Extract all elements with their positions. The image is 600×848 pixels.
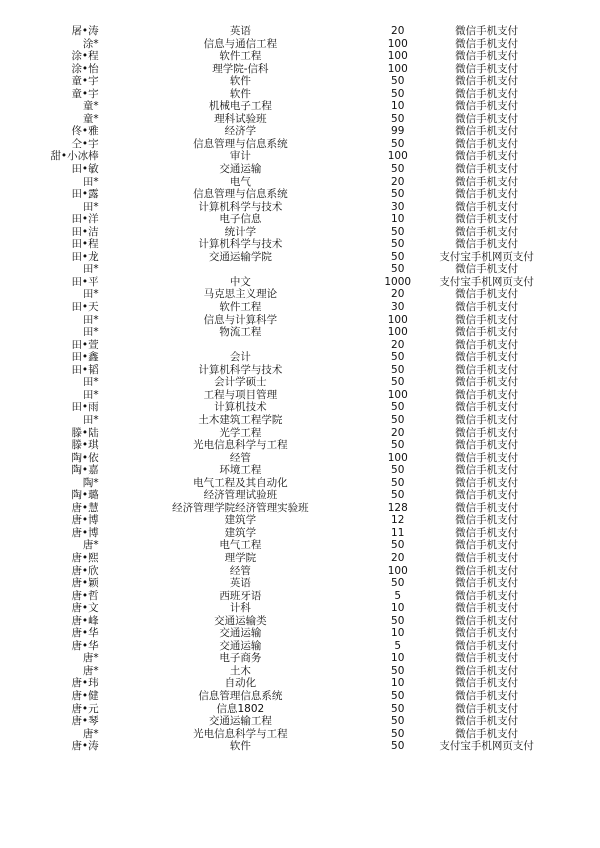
table-row — [40, 577, 560, 590]
donor-name: 田•露 — [71, 188, 99, 201]
table-row — [40, 188, 560, 201]
payment-method: 微信手机支付 — [455, 25, 519, 37]
payment-method: 微信手机支付 — [455, 602, 519, 615]
payment-method: 微信手机支付 — [455, 112, 519, 125]
donor-major: 工程与项目管理 — [203, 388, 278, 401]
payment-method: 支付宝手机网页支付 — [439, 275, 534, 288]
donor-major: 自动化 — [224, 677, 257, 690]
donor-name: 田•洋 — [71, 213, 99, 226]
donation-amount: 100 — [387, 326, 408, 339]
table-row — [40, 427, 560, 440]
payment-method: 微信手机支付 — [455, 62, 519, 75]
payment-method: 微信手机支付 — [455, 413, 519, 426]
donation-amount: 50 — [391, 188, 405, 201]
donor-name: 陶•依 — [71, 451, 99, 464]
donor-name: 田•洁 — [71, 225, 99, 238]
donation-amount: 10 — [391, 627, 405, 640]
payment-method: 微信手机支付 — [455, 501, 519, 514]
table-row — [40, 728, 560, 741]
donation-amount: 50 — [391, 363, 405, 376]
donor-name: 陶* — [82, 476, 99, 489]
donation-amount: 50 — [391, 351, 405, 364]
payment-method: 微信手机支付 — [455, 363, 519, 376]
table-row — [40, 514, 560, 527]
payment-method: 微信手机支付 — [455, 338, 519, 351]
donation-amount: 50 — [391, 401, 405, 414]
donor-name: 田* — [82, 175, 99, 188]
table-row — [40, 527, 560, 540]
donor-major: 英语 — [229, 25, 251, 37]
donor-major: 机械电子工程 — [208, 100, 272, 113]
payment-method: 微信手机支付 — [455, 639, 519, 652]
table-row — [40, 615, 560, 628]
payment-method: 微信手机支付 — [455, 439, 519, 452]
donor-name: 田•平 — [71, 275, 99, 288]
donor-name: 唐•熙 — [71, 551, 99, 564]
donor-major: 经济管理试验班 — [203, 489, 278, 502]
donation-amount: 5 — [394, 639, 402, 652]
donor-name: 童•宇 — [71, 87, 99, 100]
payment-method: 微信手机支付 — [455, 263, 519, 276]
table-row — [40, 88, 560, 101]
donor-name: 滕•琪 — [71, 439, 99, 452]
payment-method: 微信手机支付 — [455, 50, 519, 63]
donation-amount: 10 — [391, 677, 405, 690]
table-row — [40, 150, 560, 163]
donor-major: 交通运输 — [219, 639, 262, 652]
donation-amount: 50 — [391, 740, 405, 753]
donation-amount: 20 — [391, 175, 405, 188]
donor-major: 计算机科学与技术 — [198, 238, 283, 251]
donor-name: 童* — [82, 100, 99, 113]
payment-method: 微信手机支付 — [455, 489, 519, 502]
donation-amount: 100 — [387, 150, 408, 163]
table-row — [40, 715, 560, 728]
donor-major — [99, 339, 382, 352]
donor-major: 交通运输学院 — [208, 250, 272, 263]
donor-major: 理科试验班 — [214, 112, 267, 125]
table-row — [40, 226, 560, 239]
donation-amount: 50 — [391, 489, 405, 502]
payment-method: 微信手机支付 — [455, 689, 519, 702]
donor-name: 唐•玮 — [71, 677, 99, 690]
donation-amount: 10 — [391, 652, 405, 665]
donation-amount: 50 — [391, 539, 405, 552]
table-row — [40, 176, 560, 189]
donor-name: 田* — [82, 326, 99, 339]
donation-amount: 50 — [391, 75, 405, 88]
donor-name: 甜•小冰棒 — [50, 150, 99, 163]
donor-name: 田•萱 — [71, 338, 99, 351]
table-row — [40, 263, 560, 276]
table-row — [40, 414, 560, 427]
donor-major: 计算机科学与技术 — [198, 200, 283, 213]
payment-method: 微信手机支付 — [455, 526, 519, 539]
table-row — [40, 502, 560, 515]
donor-name: 童* — [82, 112, 99, 125]
payment-method: 微信手机支付 — [455, 125, 519, 138]
donor-major: 信息与通信工程 — [203, 37, 278, 50]
donor-major: 建筑学 — [224, 526, 257, 539]
payment-method: 微信手机支付 — [455, 175, 519, 188]
payment-method: 微信手机支付 — [455, 238, 519, 251]
table-row — [40, 376, 560, 389]
donation-amount: 50 — [391, 702, 405, 715]
donor-major: 交通运输工程 — [208, 715, 272, 728]
table-row — [40, 364, 560, 377]
donor-major: 信息1802 — [216, 702, 265, 715]
donor-major: 西班牙语 — [219, 589, 262, 602]
payment-method: 微信手机支付 — [455, 163, 519, 176]
table-row — [40, 25, 560, 38]
donor-name: 唐•欣 — [71, 564, 99, 577]
donor-name: 唐•元 — [71, 702, 99, 715]
donation-amount: 12 — [391, 514, 405, 527]
table-row — [40, 452, 560, 465]
donor-name: 唐* — [82, 727, 99, 740]
donor-major: 会计学硕士 — [214, 376, 267, 389]
table-row — [40, 75, 560, 88]
donation-amount: 50 — [391, 715, 405, 728]
table-row — [40, 251, 560, 264]
donor-name: 田* — [82, 200, 99, 213]
table-row — [40, 314, 560, 327]
table-row — [40, 439, 560, 452]
donation-table — [40, 25, 560, 753]
donation-amount: 50 — [391, 225, 405, 238]
donation-amount: 10 — [391, 602, 405, 615]
donor-major: 光电信息科学与工程 — [193, 439, 288, 452]
donor-name: 陶•嘉 — [71, 464, 99, 477]
payment-method: 微信手机支付 — [455, 727, 519, 740]
table-row — [40, 326, 560, 339]
donation-amount: 11 — [391, 526, 405, 539]
donor-name: 田•韬 — [71, 363, 99, 376]
donor-name: 唐* — [82, 664, 99, 677]
donor-major: 审计 — [229, 150, 251, 163]
payment-method: 微信手机支付 — [455, 514, 519, 527]
donor-name: 田•龙 — [71, 250, 99, 263]
table-row — [40, 50, 560, 63]
donor-major: 软件工程 — [219, 50, 262, 63]
payment-method: 微信手机支付 — [455, 150, 519, 163]
donor-name: 唐•颖 — [71, 577, 99, 590]
table-row — [40, 401, 560, 414]
table-row — [40, 138, 560, 151]
donor-name: 屠•涛 — [71, 25, 99, 37]
payment-method: 微信手机支付 — [455, 464, 519, 477]
table-row — [40, 602, 560, 615]
donation-amount: 100 — [387, 313, 408, 326]
donation-amount: 50 — [391, 137, 405, 150]
table-row — [40, 100, 560, 113]
donor-major: 电子信息 — [219, 213, 262, 226]
table-row — [40, 464, 560, 477]
donor-major: 马克思主义理论 — [203, 288, 278, 301]
donation-amount: 10 — [391, 213, 405, 226]
donor-name: 童•宇 — [71, 75, 99, 88]
donation-amount: 50 — [391, 727, 405, 740]
payment-method: 微信手机支付 — [455, 100, 519, 113]
donor-major: 统计学 — [224, 225, 257, 238]
donor-major: 理学院-信科 — [212, 62, 269, 75]
payment-method: 支付宝手机网页支付 — [439, 250, 534, 263]
donor-major: 电气工程 — [219, 539, 262, 552]
donor-name: 唐•涛 — [71, 740, 99, 753]
payment-method: 微信手机支付 — [455, 426, 519, 439]
donor-name: 唐•华 — [71, 639, 99, 652]
table-row — [40, 539, 560, 552]
donor-major: 物流工程 — [219, 326, 262, 339]
table-row — [40, 677, 560, 690]
donor-major: 经济学 — [224, 125, 257, 138]
donation-amount: 20 — [391, 288, 405, 301]
payment-method: 微信手机支付 — [455, 715, 519, 728]
donation-amount: 30 — [391, 200, 405, 213]
payment-method: 微信手机支付 — [455, 87, 519, 100]
donor-major: 信息管理与信息系统 — [193, 137, 288, 150]
donation-amount: 100 — [387, 451, 408, 464]
table-row — [40, 125, 560, 138]
donation-amount: 50 — [391, 376, 405, 389]
table-row — [40, 238, 560, 251]
donation-amount: 50 — [391, 577, 405, 590]
donor-major: 信息管理信息系统 — [198, 689, 283, 702]
donor-major: 计算机技术 — [214, 401, 267, 414]
table-row — [40, 201, 560, 214]
donor-name: 田•敏 — [71, 163, 99, 176]
donor-name: 唐•慧 — [71, 501, 99, 514]
donor-name: 涂•怡 — [71, 62, 99, 75]
donor-major: 土木建筑工程学院 — [198, 413, 283, 426]
donor-major: 电气 — [229, 175, 251, 188]
donor-major: 经管 — [229, 564, 251, 577]
donor-name: 唐* — [82, 539, 99, 552]
donor-name: 田* — [82, 413, 99, 426]
donor-major: 建筑学 — [224, 514, 257, 527]
donor-major: 计算机科学与技术 — [198, 363, 283, 376]
table-row — [40, 63, 560, 76]
donor-major: 软件工程 — [219, 301, 262, 314]
donor-major: 理学院 — [224, 551, 257, 564]
table-row — [40, 301, 560, 314]
donor-major: 光学工程 — [219, 426, 262, 439]
donor-name: 唐* — [82, 652, 99, 665]
table-row — [40, 652, 560, 665]
donor-major: 会计 — [229, 351, 251, 364]
table-row — [40, 351, 560, 364]
donor-name: 唐•健 — [71, 689, 99, 702]
donation-amount: 50 — [391, 614, 405, 627]
donor-name: 田* — [82, 376, 99, 389]
donation-amount: 99 — [391, 125, 405, 138]
table-row — [40, 627, 560, 640]
donor-name: 涂•程 — [71, 50, 99, 63]
donor-major: 交通运输类 — [214, 614, 267, 627]
donor-major: 环境工程 — [219, 464, 262, 477]
payment-method: 微信手机支付 — [455, 614, 519, 627]
donation-amount: 50 — [391, 689, 405, 702]
table-row — [40, 552, 560, 565]
table-row — [40, 339, 560, 352]
donation-amount: 20 — [391, 338, 405, 351]
payment-method: 微信手机支付 — [455, 213, 519, 226]
payment-method: 微信手机支付 — [455, 652, 519, 665]
donation-amount: 50 — [391, 263, 405, 276]
donor-name: 唐•华 — [71, 627, 99, 640]
donor-name: 田•雨 — [71, 401, 99, 414]
donor-name: 唐•峰 — [71, 614, 99, 627]
payment-method: 微信手机支付 — [455, 37, 519, 50]
payment-method: 微信手机支付 — [455, 539, 519, 552]
donor-name: 滕•陆 — [71, 426, 99, 439]
donation-amount: 50 — [391, 238, 405, 251]
donor-name: 田•鑫 — [71, 351, 99, 364]
donor-major: 软件 — [229, 87, 251, 100]
donation-amount: 100 — [387, 564, 408, 577]
donation-amount: 1000 — [384, 275, 412, 288]
payment-method: 微信手机支付 — [455, 225, 519, 238]
donor-name: 佟•雅 — [71, 125, 99, 138]
payment-method: 微信手机支付 — [455, 551, 519, 564]
donor-major: 电子商务 — [219, 652, 262, 665]
payment-method: 微信手机支付 — [455, 627, 519, 640]
table-row — [40, 590, 560, 603]
donor-name: 田* — [82, 263, 99, 276]
donation-amount: 50 — [391, 464, 405, 477]
payment-method: 微信手机支付 — [455, 677, 519, 690]
donor-name: 唐•琴 — [71, 715, 99, 728]
payment-method: 微信手机支付 — [455, 577, 519, 590]
donor-major: 经济管理学院经济管理实验班 — [172, 501, 309, 514]
payment-method: 微信手机支付 — [455, 702, 519, 715]
donation-amount: 30 — [391, 301, 405, 314]
payment-method: 微信手机支付 — [455, 75, 519, 88]
donor-major: 交通运输 — [219, 163, 262, 176]
donor-name: 唐•文 — [71, 602, 99, 615]
donation-amount: 50 — [391, 439, 405, 452]
donation-amount: 10 — [391, 100, 405, 113]
donor-name: 田* — [82, 388, 99, 401]
donor-name: 唐•博 — [71, 514, 99, 527]
table-row — [40, 477, 560, 490]
donation-amount: 50 — [391, 87, 405, 100]
donation-amount: 5 — [394, 589, 402, 602]
donor-major: 软件 — [229, 740, 251, 753]
payment-method: 微信手机支付 — [455, 301, 519, 314]
donation-amount: 20 — [391, 25, 405, 37]
donor-major: 信息与计算科学 — [203, 313, 278, 326]
donation-amount: 100 — [387, 50, 408, 63]
donation-amount: 128 — [387, 501, 408, 514]
donor-name: 田* — [82, 313, 99, 326]
table-row — [40, 489, 560, 502]
table-row — [40, 665, 560, 678]
table-row — [40, 38, 560, 51]
payment-method: 微信手机支付 — [455, 664, 519, 677]
payment-method: 微信手机支付 — [455, 451, 519, 464]
table-row — [40, 640, 560, 653]
donation-amount: 50 — [391, 112, 405, 125]
payment-method: 支付宝手机网页支付 — [439, 740, 534, 753]
table-row — [40, 690, 560, 703]
donation-amount: 100 — [387, 62, 408, 75]
donor-name: 田•天 — [71, 301, 99, 314]
table-row — [40, 703, 560, 716]
donation-amount: 50 — [391, 664, 405, 677]
donor-major — [99, 263, 382, 276]
donor-name: 涂* — [82, 37, 99, 50]
payment-method: 微信手机支付 — [455, 188, 519, 201]
table-row — [40, 389, 560, 402]
donation-amount: 50 — [391, 250, 405, 263]
payment-method: 微信手机支付 — [455, 376, 519, 389]
donor-major: 交通运输 — [219, 627, 262, 640]
donation-amount: 50 — [391, 476, 405, 489]
donor-name: 田•程 — [71, 238, 99, 251]
donor-name: 陶•璐 — [71, 489, 99, 502]
payment-method: 微信手机支付 — [455, 351, 519, 364]
payment-method: 微信手机支付 — [455, 313, 519, 326]
donor-major: 计科 — [229, 602, 251, 615]
table-row — [40, 113, 560, 126]
donor-name: 唐•博 — [71, 526, 99, 539]
donor-name: 仝•宇 — [71, 137, 99, 150]
donor-major: 中文 — [229, 275, 251, 288]
payment-method: 微信手机支付 — [455, 288, 519, 301]
payment-method: 微信手机支付 — [455, 137, 519, 150]
table-row — [40, 288, 560, 301]
payment-method: 微信手机支付 — [455, 326, 519, 339]
donation-amount: 20 — [391, 426, 405, 439]
donor-major: 英语 — [229, 577, 251, 590]
table-row — [40, 740, 560, 753]
donor-major: 电气工程及其自动化 — [193, 476, 288, 489]
donor-name: 田* — [82, 288, 99, 301]
payment-method: 微信手机支付 — [455, 401, 519, 414]
table-row — [40, 565, 560, 578]
donation-amount: 100 — [387, 37, 408, 50]
table-row — [40, 213, 560, 226]
table-row — [40, 163, 560, 176]
donation-amount: 50 — [391, 163, 405, 176]
donor-major: 经管 — [229, 451, 251, 464]
donation-amount: 100 — [387, 388, 408, 401]
payment-method: 微信手机支付 — [455, 200, 519, 213]
donor-major: 光电信息科学与工程 — [193, 727, 288, 740]
donation-amount: 50 — [391, 413, 405, 426]
payment-method: 微信手机支付 — [455, 564, 519, 577]
payment-method: 微信手机支付 — [455, 476, 519, 489]
payment-method: 微信手机支付 — [455, 388, 519, 401]
donor-major: 土木 — [229, 664, 251, 677]
donor-name: 唐•哲 — [71, 589, 99, 602]
payment-method: 微信手机支付 — [455, 589, 519, 602]
donor-major: 软件 — [229, 75, 251, 88]
donation-amount: 20 — [391, 551, 405, 564]
donor-major: 信息管理与信息系统 — [193, 188, 288, 201]
table-row — [40, 276, 560, 289]
